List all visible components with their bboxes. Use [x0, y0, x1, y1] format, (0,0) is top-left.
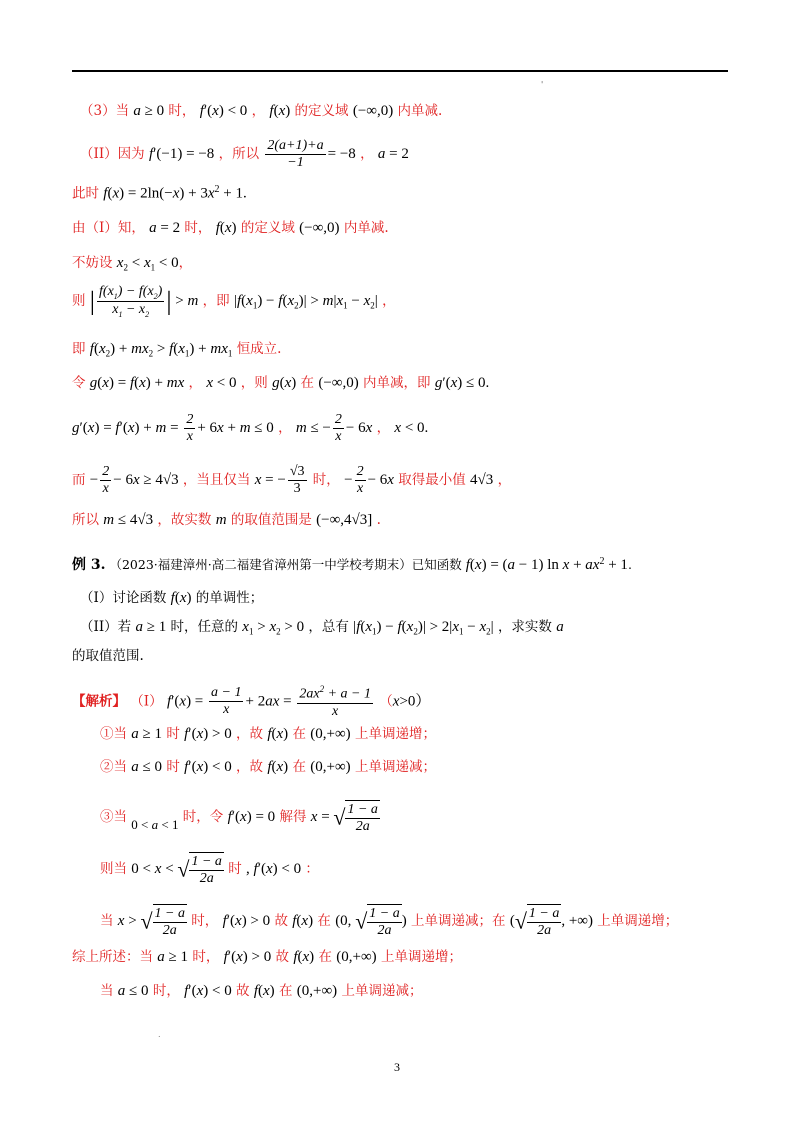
text: 在	[318, 949, 332, 965]
text: 内单减.	[397, 103, 443, 119]
solution-line-11: 所以 m ≤ 4√3 ，故实数 m 的取值范围是 (−∞,4√3] .	[72, 512, 381, 528]
solution-line-1: （3）当 a ≥ 0 时， f′(x) < 0 ， f(x) 的定义域 (−∞,0) 内单减.	[80, 103, 443, 119]
solution-line-5: 不妨设 $x_2 < x_1 < 0$，	[72, 255, 193, 273]
text: 在	[278, 983, 293, 999]
text: ，所以	[218, 146, 260, 163]
text: ，	[251, 103, 266, 119]
text: 所以	[72, 512, 99, 528]
text: 时，	[192, 949, 220, 965]
text: ，故实数	[157, 512, 212, 528]
text: 则当	[100, 861, 127, 878]
text: 的定义域	[240, 220, 295, 236]
text: 当	[100, 913, 114, 930]
text: 不妨设	[72, 255, 113, 271]
text: ③当	[100, 809, 127, 826]
text: 上单调递增；	[597, 913, 679, 930]
text: 的取值范围.	[72, 648, 144, 664]
text: 在	[292, 759, 306, 775]
solution-line-8: 令 g(x) = f(x) + mx ， x < 0 ，则 g(x) 在 (−∞,0) 内单减，即 g′(x) ≤ 0.	[72, 375, 490, 391]
example-label: 例 3.	[72, 557, 106, 574]
text: 在	[317, 913, 331, 930]
text: 的取值范围是	[230, 512, 312, 528]
text: 则	[72, 292, 86, 309]
text: 当	[100, 983, 114, 999]
text: 在	[292, 726, 306, 742]
text: 此时	[72, 185, 99, 202]
analysis-case-1: ①当 a ≥ 1 时 f′(x) > 0 ，故 f(x) 在 (0,+∞) 上单调递增；	[100, 726, 436, 742]
solution-line-6: 则 | $\frac{f(x_1) - f(x_2)}{x_1 - x_2}$ | > m ，即 $|f(x_1) - f(x_2)| > m|x_1 - x_2|$ ，	[72, 284, 396, 319]
solution-line-7: 即 $f(x_2) + mx_2 > f(x_1) + mx_1$ 恒成立.	[72, 341, 282, 359]
solution-line-10: 而 − $\frac{2}{x}$ − 6x ≥ 4√3 ，当且仅当 x = − $\frac{√3}{3}$ 时， − $\frac{2}{x}$ − 6x 取得最小值 4√3 ，	[72, 464, 512, 497]
text: ，	[188, 375, 203, 391]
header-rule	[72, 70, 728, 72]
text: ，故	[236, 726, 264, 742]
text: 上单调递增；	[380, 949, 462, 965]
question-part-2-cont	[72, 650, 144, 664]
question-part-1: （I）讨论函数 f(x) 的单调性；	[80, 590, 264, 606]
text: （II）因为	[80, 146, 145, 163]
text: ：	[305, 861, 319, 878]
text: 时	[166, 726, 180, 742]
stray-dot: .	[158, 1030, 161, 1039]
text: ，即	[202, 292, 230, 309]
analysis-case-3-sub-1: 则当 0 < x < √ $\frac{1 - a}{2a}$ 时 , f′(x) < 0 ：	[100, 854, 319, 887]
text: 的定义域	[294, 103, 349, 119]
example-3-heading: 例 3. （2023·福建漳州·高二福建省漳州第一中学校考期末）已知函数 f(x) = (a − 1) $\ln x + ax^2 + 1$.	[72, 556, 632, 574]
text: ，故	[236, 759, 264, 775]
stray-mark: '	[541, 80, 544, 89]
text: 综上所述：当	[72, 949, 153, 965]
text: 时，	[168, 103, 196, 119]
text: 由（I）知，	[72, 220, 145, 236]
solution-line-9: g′(x) = f′(x) + m = $\frac{2}{x}$ + 6x + m ≤ 0 ， m ≤ − $\frac{2}{x}$ − 6x ， x < 0.	[72, 412, 429, 445]
text: 时	[166, 759, 180, 775]
solution-line-4: 由（I）知， a = 2 时， f(x) 的定义域 (−∞,0) 内单减.	[72, 220, 389, 236]
text: 时，	[152, 983, 180, 999]
text: （3）当	[80, 103, 130, 119]
question-part-2: （II）若 a ≥ 1 时，任意的 $x_1 > x_2 > 0$ ，总有 $|f(x_1) - f(x_2)| > 2|x_1 - x_2|$ ，求实数 a	[80, 619, 564, 637]
text: 的单调性；	[195, 590, 264, 606]
analysis-case-2: ②当 a ≤ 0 时 f′(x) < 0 ，故 f(x) 在 (0,+∞) 上单调递减；	[100, 759, 436, 775]
solution-line-3: 此时 $f(x) = 2\ln(-x) + 3x^2 + 1$.	[72, 184, 247, 202]
text: 上单调递减；在	[411, 913, 506, 930]
text: ，求实数	[497, 619, 552, 635]
text: 上单调递减；	[341, 983, 423, 999]
text: ②当	[100, 759, 127, 775]
text: 时，	[312, 472, 340, 489]
text: ，当且仅当	[182, 472, 251, 489]
text: 故	[275, 949, 290, 965]
analysis-label: 【解析】	[72, 693, 126, 710]
text: ，总有	[308, 619, 349, 635]
text: 故	[274, 913, 288, 930]
text: .	[376, 512, 381, 528]
page-number: 3	[394, 1060, 400, 1074]
text: 故	[236, 983, 250, 999]
text: ①当	[100, 726, 127, 742]
text: 令	[72, 375, 86, 391]
text: 上单调递增；	[354, 726, 436, 742]
text: 时，任意的	[170, 619, 238, 635]
solution-line-2: （II）因为 f′(−1) = −8 ，所以 $\frac{2(a+1)+a}{-1}$ = −8 ， a = 2	[80, 138, 409, 171]
text: 解得	[279, 809, 307, 826]
text: （I）	[130, 693, 163, 710]
analysis-line-1: 【解析】 （I） f′(x) = $\frac{a - 1}{x}$ + 2ax = $\frac{2ax^2 + a - 1}{x}$ （x>0）	[72, 684, 431, 719]
text: ，	[278, 420, 292, 437]
text: .	[627, 557, 632, 573]
summary-line-1: 综上所述：当 a ≥ 1 时， f′(x) > 0 故 f(x) 在 (0,+∞) 上单调递增；	[72, 949, 462, 965]
text: ，	[376, 420, 391, 437]
text: 时，	[191, 913, 219, 930]
text: 恒成立.	[236, 341, 282, 357]
text: 取得最小值	[398, 472, 466, 489]
text: 内单减.	[343, 220, 389, 236]
text: 在	[300, 375, 315, 391]
analysis-case-3-sub-2: 当 x > √ $\frac{1 - a}{2a}$ 时， f′(x) > 0 故 f(x) 在 (0, √ $\frac{1 - a}{2a}$ ) 上单调递减；在 (√ $\frac{1 - a}{2a}$ , +∞) 上单调递增；	[100, 906, 679, 939]
text: 时	[228, 861, 242, 878]
text: ，	[360, 146, 374, 163]
text: ，则	[240, 375, 268, 391]
text: 即	[72, 341, 86, 357]
text: ，	[497, 472, 512, 489]
text: （I）讨论函数	[80, 590, 167, 606]
analysis-case-3: ③当 0 < a < 1 时，令 f′(x) = 0 解得 x = √ $\frac{1 - a}{2a}$	[100, 802, 378, 835]
text: 时，令	[182, 809, 224, 826]
text: ，	[382, 292, 396, 309]
text: 而	[72, 472, 86, 489]
text: （	[379, 693, 393, 710]
text: （2023·福建漳州·高二福建省漳州第一中学校考期末）已知函数	[109, 557, 462, 573]
text: 内单减，即	[363, 375, 431, 391]
text: （II）若	[80, 619, 132, 635]
summary-line-2: 当 a ≤ 0 时， f′(x) < 0 故 f(x) 在 (0,+∞) 上单调递减；	[100, 983, 423, 999]
text: 上单调递减；	[354, 759, 436, 775]
text: 时，	[184, 220, 212, 236]
